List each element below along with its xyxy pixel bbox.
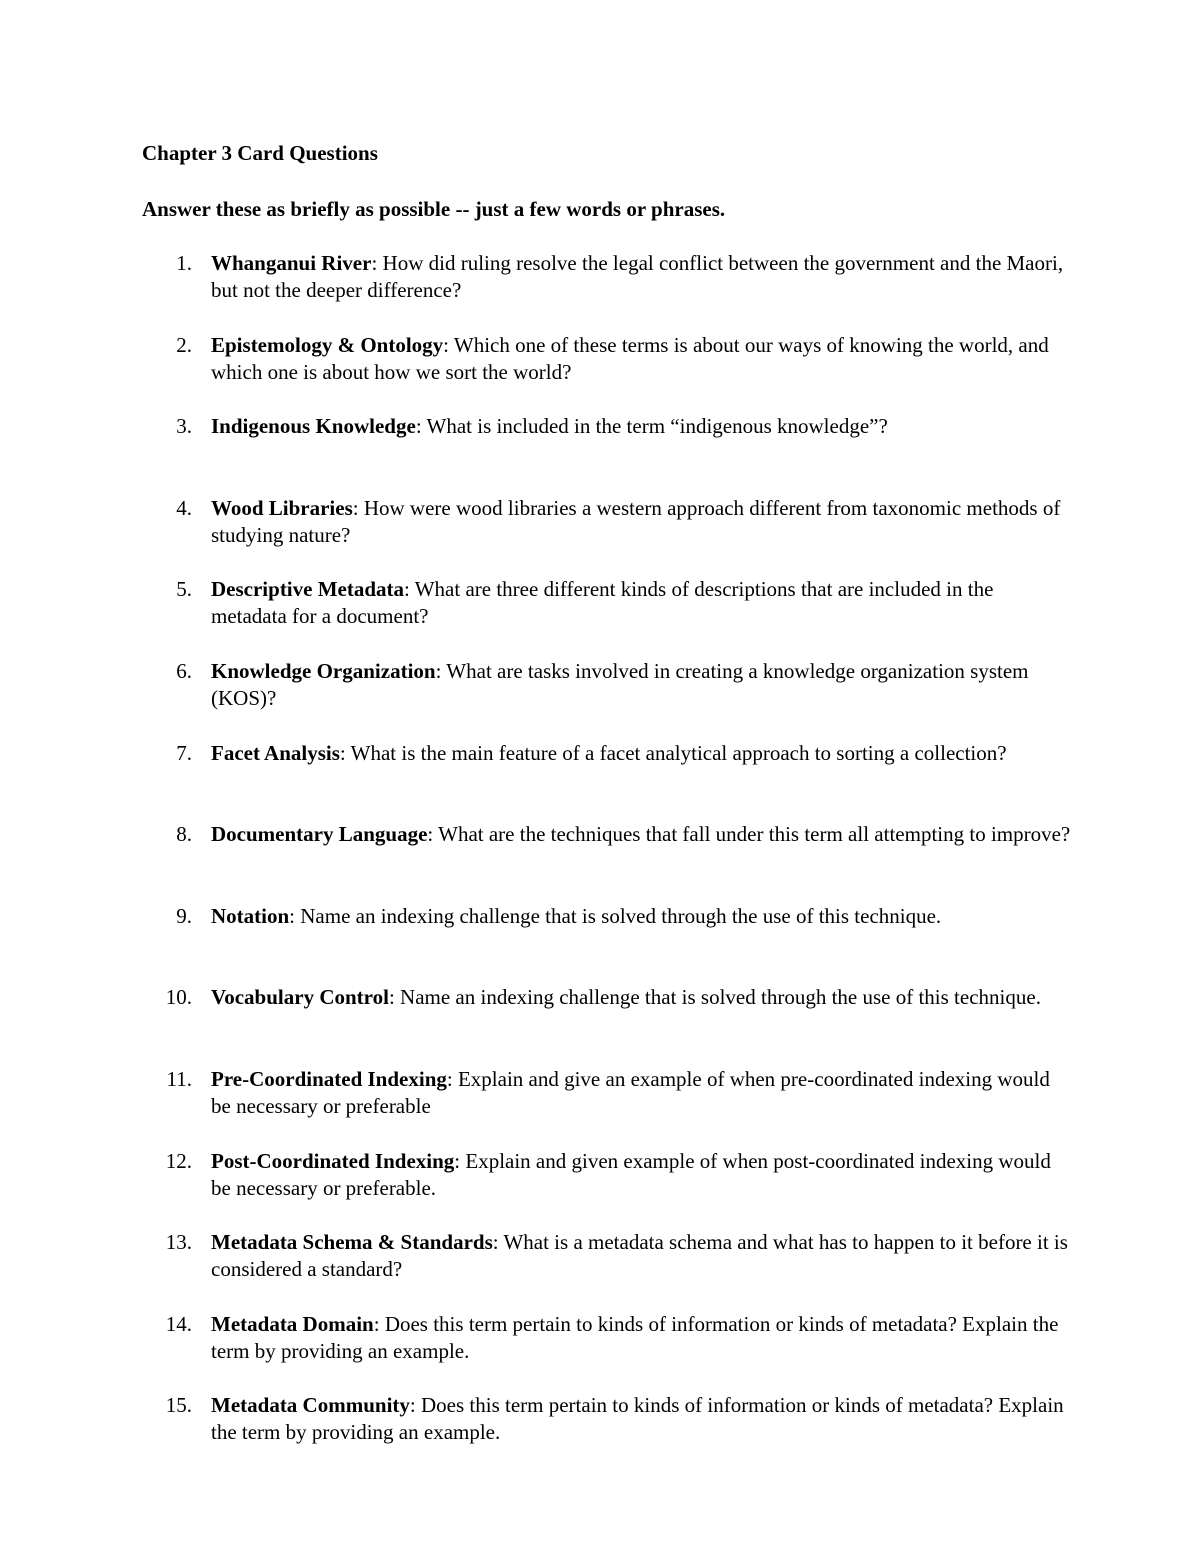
question-text bbox=[211, 1392, 1071, 1446]
question-text bbox=[211, 332, 1071, 386]
question-item bbox=[0, 493, 1200, 575]
question-number: 15. bbox=[165, 1393, 192, 1418]
question-item bbox=[0, 1390, 1200, 1472]
question-number: 12. bbox=[165, 1148, 192, 1173]
question-text bbox=[211, 1311, 1071, 1365]
question-number: 9. bbox=[176, 903, 192, 928]
question-body: : What are tasks involved in creating a knowledge organization system (KOS)? bbox=[211, 658, 1029, 710]
question-item bbox=[0, 248, 1200, 330]
question-body: : What are three different kinds of descriptions that are included in the metadata for a document? bbox=[211, 577, 994, 629]
question-body: : Which one of these terms is about our ways of knowing the world, and which one is about how we sort the world? bbox=[211, 332, 1049, 384]
question-text bbox=[211, 984, 1071, 1011]
question-text bbox=[211, 413, 1071, 440]
question-term: Pre-Coordinated Indexing bbox=[211, 1066, 447, 1091]
question-text bbox=[211, 740, 1071, 767]
question-body: : Name an indexing challenge that is solved through the use of this technique. bbox=[289, 903, 942, 928]
question-item bbox=[0, 819, 1200, 901]
question-term: Vocabulary Control bbox=[211, 985, 389, 1010]
question-text bbox=[211, 495, 1071, 549]
question-body: : How were wood libraries a western approach different from taxonomic methods of studying nature? bbox=[211, 495, 1061, 547]
question-text bbox=[211, 250, 1071, 304]
question-body: : What is a metadata schema and what has to happen to it before it is considered a standard? bbox=[211, 1230, 1068, 1282]
question-number: 1. bbox=[176, 251, 192, 275]
page-title: Chapter 3 Card Questions bbox=[142, 141, 378, 165]
question-number: 4. bbox=[176, 495, 192, 520]
question-number: 10. bbox=[165, 985, 192, 1010]
question-number: 8. bbox=[176, 822, 192, 847]
question-number: 11. bbox=[166, 1066, 192, 1091]
question-item bbox=[0, 1064, 1200, 1146]
question-number: 13. bbox=[165, 1230, 192, 1255]
question-number: 7. bbox=[176, 740, 192, 765]
question-term: Documentary Language bbox=[211, 822, 428, 847]
question-term: Metadata Community bbox=[211, 1393, 410, 1418]
question-body: : How did ruling resolve the legal conflict between the government and the Maori, but not the deeper difference? bbox=[211, 251, 1064, 302]
question-term: Wood Libraries bbox=[211, 495, 353, 520]
question-number: 6. bbox=[176, 658, 192, 683]
question-item bbox=[0, 574, 1200, 656]
question-item bbox=[0, 1309, 1200, 1391]
question-item bbox=[0, 656, 1200, 738]
question-list bbox=[0, 248, 1200, 1472]
question-item bbox=[0, 330, 1200, 412]
question-body: : Does this term pertain to kinds of information or kinds of metadata? Explain the term by providing an example. bbox=[211, 1393, 1064, 1445]
question-item bbox=[0, 411, 1200, 493]
question-body: : Explain and given example of when post-coordinated indexing would be necessary or preferable. bbox=[211, 1148, 1051, 1200]
question-number: 3. bbox=[176, 414, 192, 439]
question-term: Metadata Schema & Standards bbox=[211, 1230, 493, 1255]
question-text bbox=[211, 1148, 1071, 1202]
question-text bbox=[211, 903, 1071, 930]
question-text bbox=[211, 821, 1071, 848]
question-item bbox=[0, 1146, 1200, 1228]
question-item bbox=[0, 901, 1200, 983]
question-term: Notation bbox=[211, 903, 290, 928]
question-term: Metadata Domain bbox=[211, 1311, 374, 1336]
question-item bbox=[0, 738, 1200, 820]
question-term: Descriptive Metadata bbox=[211, 577, 405, 602]
question-body: : What is the main feature of a facet analytical approach to sorting a collection? bbox=[339, 740, 1007, 765]
question-term: Facet Analysis bbox=[211, 740, 340, 765]
question-item bbox=[0, 1227, 1200, 1309]
question-number: 14. bbox=[165, 1311, 192, 1336]
question-number: 2. bbox=[176, 332, 192, 357]
question-body: : Explain and give an example of when pre-coordinated indexing would be necessary or preferable bbox=[211, 1066, 1050, 1118]
question-body: : What are the techniques that fall under this term all attempting to improve? bbox=[427, 822, 1071, 847]
question-term: Epistemology & Ontology bbox=[211, 332, 444, 357]
question-body: : Name an indexing challenge that is solved through the use of this technique. bbox=[388, 985, 1041, 1010]
question-term: Knowledge Organization bbox=[211, 658, 436, 683]
question-item bbox=[0, 982, 1200, 1064]
question-text bbox=[211, 658, 1071, 712]
question-text bbox=[211, 576, 1071, 630]
question-text bbox=[211, 1066, 1071, 1120]
question-body: : Does this term pertain to kinds of information or kinds of metadata? Explain the term by providing an example. bbox=[211, 1311, 1059, 1363]
question-body: : What is included in the term “indigenous knowledge”? bbox=[415, 414, 888, 439]
question-term: Post-Coordinated Indexing bbox=[211, 1148, 455, 1173]
question-number: 5. bbox=[176, 577, 192, 602]
question-term: Indigenous Knowledge bbox=[211, 414, 416, 439]
instructions: Answer these as briefly as possible -- just a few words or phrases. bbox=[142, 197, 726, 221]
question-term: Whanganui River bbox=[211, 251, 372, 275]
question-text bbox=[211, 1229, 1071, 1283]
